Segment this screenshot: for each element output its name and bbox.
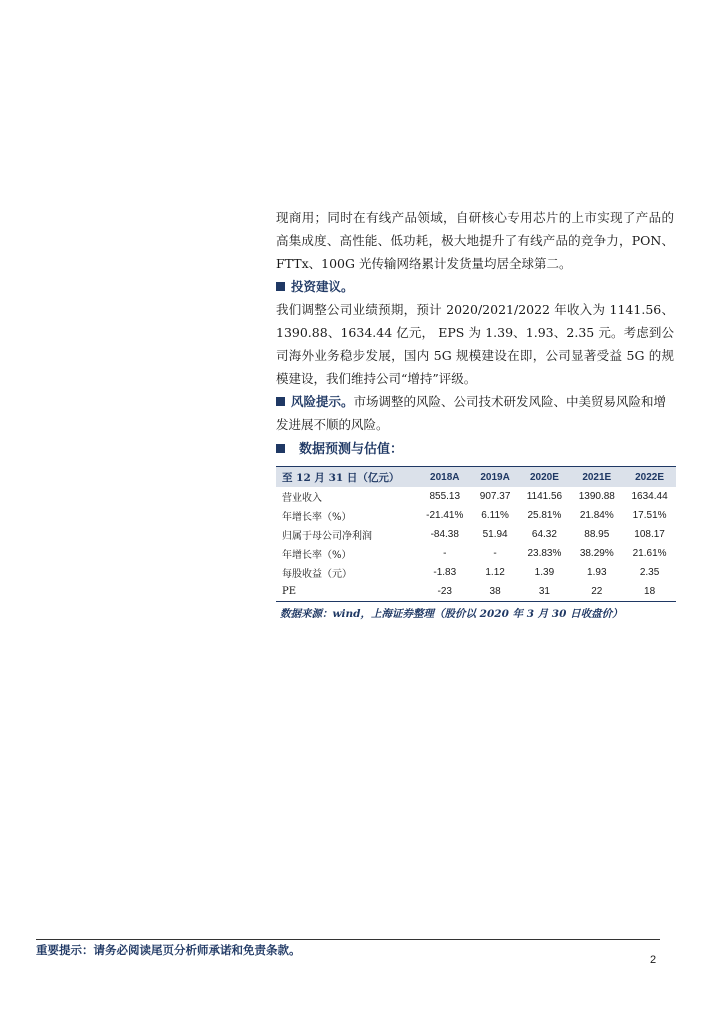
disclaimer-note: 重要提示：请务必阅读尾页分析师承诺和免责条款。 — [36, 943, 301, 957]
table-cell: 907.37 — [479, 491, 511, 502]
header-cell: 2022E — [623, 467, 676, 488]
header-cell: 2018A — [418, 467, 472, 488]
table-cell: 21.84% — [579, 510, 614, 521]
table-cell: 1141.56 — [526, 491, 563, 502]
square-bullet-icon — [276, 444, 285, 453]
table-cell: -23 — [418, 582, 472, 602]
table-cell: 2.35 — [639, 567, 660, 578]
table-cell: 88.95 — [584, 529, 610, 540]
row-label: 归属于母公司净利润 — [282, 531, 372, 542]
risk-lead: 风险提示。 — [291, 394, 354, 409]
footer-divider — [36, 939, 660, 940]
table-cell: 17.51% — [632, 510, 667, 521]
row-label: 年增长率（%） — [282, 550, 352, 561]
table-cell: -84.38 — [430, 529, 459, 540]
row-label: 年增长率（%） — [282, 512, 352, 523]
table-cell: 855.13 — [429, 491, 461, 502]
table-cell: 1.12 — [485, 567, 505, 578]
invest-paragraph: 我们调整公司业绩预期，预计 2020/2021/2022 年收入为 1141.56、1390.88、1634.44 亿元， EPS 为 1.39、1.93、2.35 元。考虑到公司海外业务稳步发展，国内 5G 规模建设在即，公司显著受益 5G 的规模建设，我们维持公司“增持”评级。 — [276, 302, 674, 386]
table-row — [276, 563, 676, 582]
table-cell: 31 — [518, 582, 570, 602]
table-row — [276, 506, 676, 525]
report-body — [276, 206, 674, 621]
table-cell: 64.32 — [531, 529, 557, 540]
header-cell: 2020E — [518, 467, 570, 488]
forecast-table — [276, 466, 676, 602]
table-header-row — [276, 467, 676, 488]
square-bullet-icon — [276, 282, 285, 291]
table-row — [276, 544, 676, 563]
table-cell: 1.39 — [534, 567, 555, 578]
table-cell: - — [443, 548, 447, 559]
page-number: 2 — [650, 954, 657, 966]
row-label: 营业收入 — [282, 493, 322, 504]
square-bullet-icon — [276, 397, 285, 406]
header-cell: 2019A — [472, 467, 519, 488]
table-heading — [276, 438, 674, 462]
table-cell: 38 — [472, 582, 519, 602]
header-cell: 2021E — [570, 467, 623, 488]
table-cell: 51.94 — [482, 529, 508, 540]
table-cell: 108.17 — [634, 529, 665, 540]
table-row — [276, 525, 676, 544]
table-cell: 1390.88 — [578, 491, 615, 502]
table-cell: 1.93 — [587, 567, 607, 578]
header-cell: 至 12 月 31 日（亿元） — [276, 467, 418, 488]
row-label: PE — [276, 582, 418, 602]
data-source-note: 数据来源：wind，上海证券整理（股价以 2020 年 3 月 30 日收盘价） — [280, 608, 623, 620]
table-row — [276, 582, 676, 602]
table-cell: -21.41% — [426, 510, 464, 521]
table-cell: 1634.44 — [631, 491, 668, 502]
table-row — [276, 487, 676, 506]
table-cell: 21.61% — [632, 548, 667, 559]
table-cell: 25.81% — [527, 510, 562, 521]
invest-heading — [276, 275, 674, 298]
table-cell: -1.83 — [433, 567, 457, 578]
intro-paragraph: 现商用；同时在有线产品领域，自研核心专用芯片的上市实现了产品的高集成度、高性能、低功耗，极大地提升了有线产品的竞争力，PON、FTTx、100G 光传输网络累计发货量均居全球第二。 — [276, 210, 674, 271]
risk-paragraph — [276, 390, 674, 436]
risk-text: 市场调整的风险、公司技术研发风险、中美贸易风险和增发进展不顺的风险。 — [276, 394, 667, 432]
table-cell: 23.83% — [527, 548, 562, 559]
row-label: 每股收益（元） — [282, 569, 352, 580]
table-cell: 18 — [623, 582, 676, 602]
table-cell: - — [493, 548, 497, 559]
invest-heading-text: 投资建议。 — [291, 279, 354, 294]
table-cell: 38.29% — [579, 548, 614, 559]
table-heading-text: 数据预测与估值： — [299, 442, 404, 457]
table-cell: 22 — [570, 582, 623, 602]
table-cell: 6.11% — [481, 510, 509, 521]
